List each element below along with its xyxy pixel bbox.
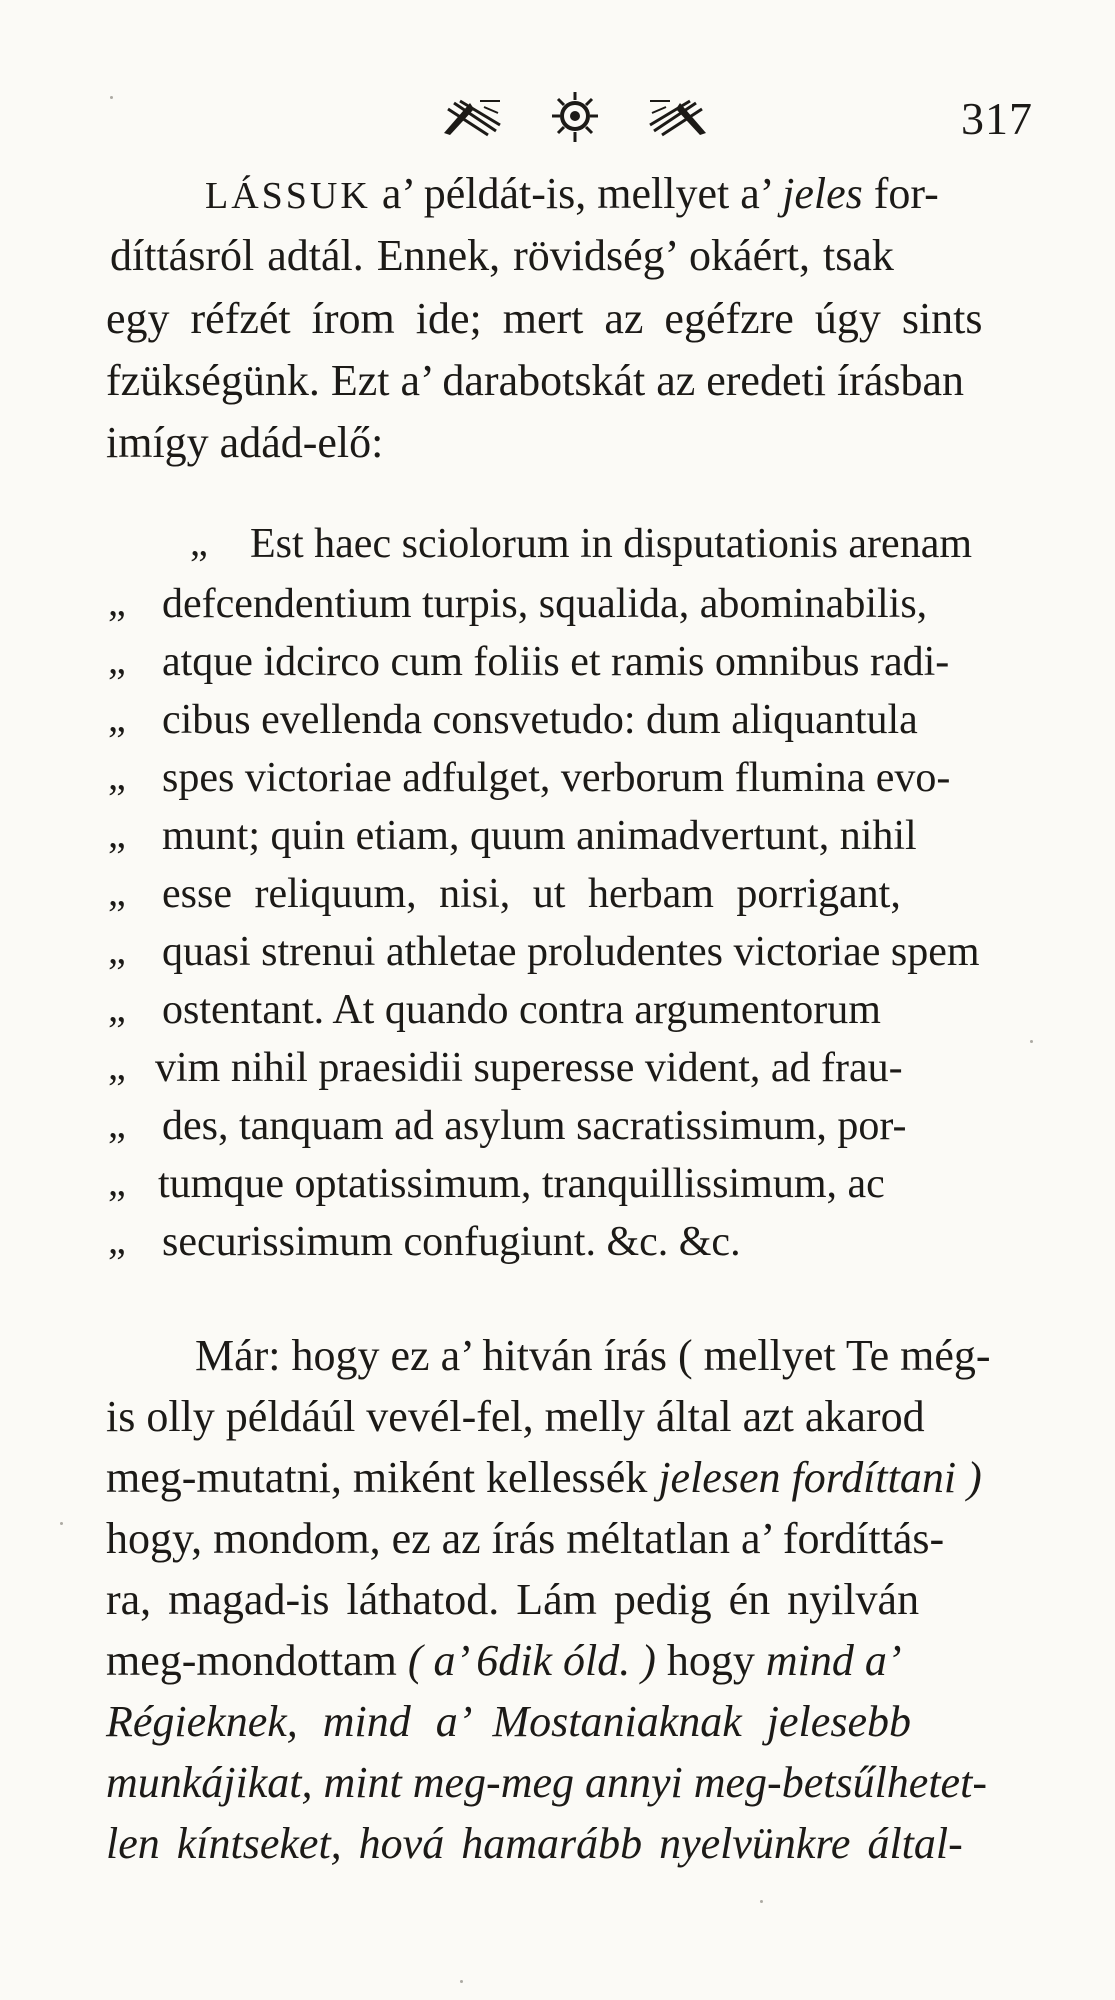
intro-lead-word: LÁSSUK: [205, 175, 371, 217]
intro-italic-word: jeles: [782, 169, 863, 218]
para-italic-segment: munkájikat, mint meg-meg annyi meg-betsűlhetet-: [106, 1758, 987, 1807]
paper-speck: [760, 1900, 763, 1903]
para-segment: Már: hogy ez a’ hitván írás ( mellyet Te még-: [195, 1331, 991, 1380]
para-segment: meg-mondottam: [106, 1636, 408, 1685]
quote-line: defcendentium turpis, squalida, abominabilis,: [162, 581, 928, 627]
quote-line: des, tanquam ad asylum sacratissimum, por-: [162, 1103, 907, 1149]
quote-line: cibus evellenda consvetudo: dum aliquantula: [162, 697, 918, 743]
para-italic-segment: len kíntseket, hová hamarább nyelvünkre által-: [106, 1819, 963, 1868]
quote-mark: „: [108, 811, 126, 856]
paper-speck: [1030, 1040, 1033, 1043]
paper-speck: [460, 1980, 463, 1983]
para-line: [106, 1389, 925, 1445]
para-line: [106, 1816, 963, 1872]
quote-line: spes victoriae adfulget, verborum flumina evo-: [162, 755, 951, 801]
quote-mark: „: [108, 1043, 126, 1088]
quote-mark: „: [108, 695, 126, 740]
quote-line: Est haec sciolorum in disputationis arenam: [250, 521, 972, 567]
intro-line-1-tail: for-: [862, 169, 939, 218]
para-line: [106, 1511, 944, 1567]
para-line: [106, 1694, 911, 1750]
quote-mark: „: [190, 519, 208, 564]
quote-mark: „: [108, 579, 126, 624]
para-segment: ra, magad-is láthatod. Lám pedig én nyilván: [106, 1575, 920, 1624]
paper-speck: [60, 1522, 63, 1525]
para-line: [106, 1633, 902, 1689]
quote-mark: „: [108, 985, 126, 1030]
intro-line-3: egy réfzét írom ide; mert az egéfzre úgy sints: [106, 294, 983, 343]
para-segment: is olly példáúl vevél-fel, melly által azt akarod: [106, 1392, 925, 1441]
quote-mark: „: [108, 1159, 126, 1204]
para-italic-segment: ( a’ 6dik óld. ): [407, 1636, 656, 1685]
para-italic-segment: jelesen fordíttani ): [658, 1453, 982, 1502]
intro-line-1-text: a’ példát-is, mellyet a’: [381, 169, 783, 218]
center-sun-ornament-icon: [550, 90, 600, 144]
quote-line: securissimum confugiunt. &c. &c.: [162, 1219, 741, 1265]
intro-line-2: díttásról adtál. Ennek, rövidség’ okáért, tsak: [110, 231, 894, 280]
para-line: [195, 1328, 991, 1384]
intro-line-1: [205, 166, 939, 222]
quote-line: esse reliquum, nisi, ut herbam porrigant,: [162, 871, 901, 917]
para-italic-segment: mind a’: [765, 1636, 902, 1685]
quote-line: vim nihil praesidii superesse vident, ad frau-: [155, 1045, 903, 1091]
paper-speck: [110, 96, 113, 99]
quote-mark: „: [108, 637, 126, 682]
page-number: 317: [961, 93, 1033, 144]
quote-mark: „: [108, 753, 126, 798]
quote-mark: „: [108, 869, 126, 914]
para-segment: hogy: [655, 1636, 766, 1685]
quote-line: tumque optatissimum, tranquillissimum, ac: [158, 1161, 885, 1207]
quote-line: atque idcirco cum foliis et ramis omnibus radi-: [162, 639, 950, 685]
para-segment: hogy, mondom, ez az írás méltatlan a’ fordíttás-: [106, 1514, 945, 1563]
quote-line: munt; quin etiam, quum animadvertunt, nihil: [162, 813, 917, 859]
para-line: [106, 1572, 919, 1628]
quote-line: quasi strenui athletae proludentes victoriae spem: [162, 929, 980, 975]
right-flourish-icon: [646, 95, 710, 139]
quote-mark: „: [108, 1101, 126, 1146]
para-segment: meg-mutatni, miként kellessék: [106, 1453, 659, 1502]
para-line: [106, 1450, 982, 1506]
intro-line-4: fzükségünk. Ezt a’ darabotskát az eredeti írásban: [106, 356, 964, 405]
para-italic-segment: Régieknek, mind a’ Mostaniaknak jelesebb: [106, 1697, 911, 1746]
intro-line-5: imígy adád-elő:: [106, 418, 384, 467]
header-ornaments: [440, 92, 710, 142]
left-flourish-icon: [440, 95, 504, 139]
quote-mark: „: [108, 1217, 126, 1262]
para-line: [106, 1755, 987, 1811]
quote-mark: „: [108, 927, 126, 972]
quote-line: ostentant. At quando contra argumentorum: [162, 987, 881, 1033]
